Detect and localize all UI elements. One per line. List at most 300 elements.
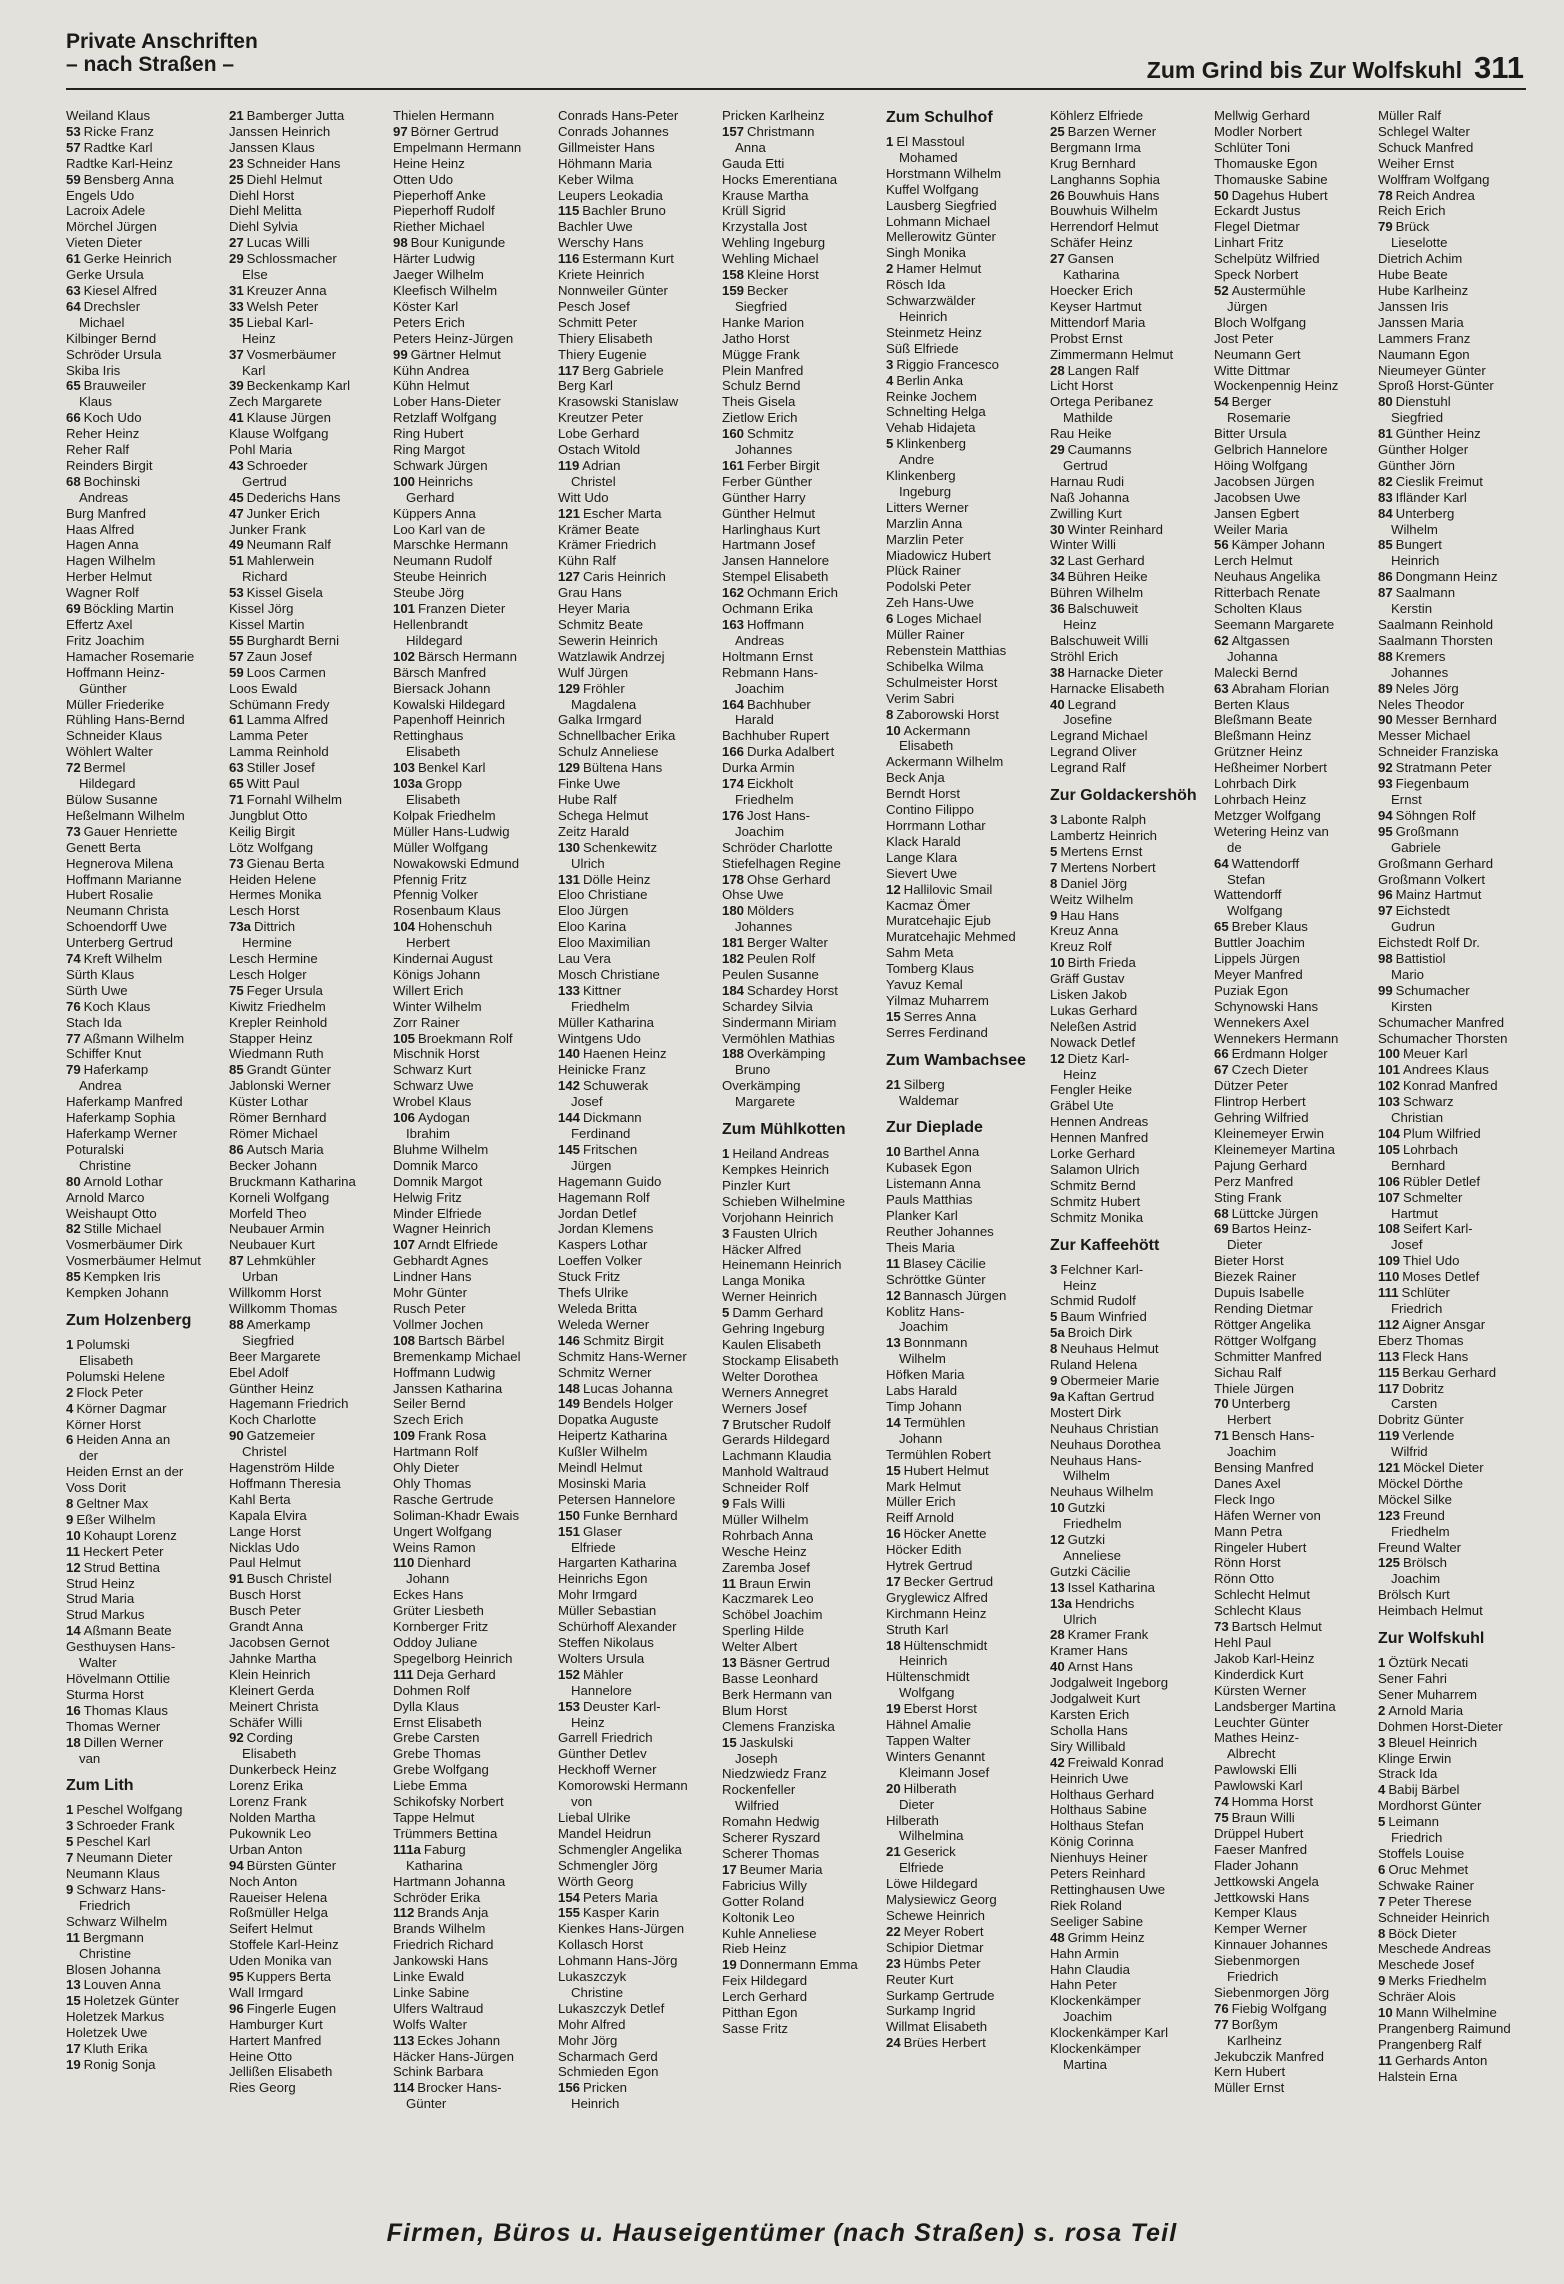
house-number: 9 — [66, 1881, 74, 1897]
resident-entry: 13 Issel Katharina — [1050, 1579, 1155, 1595]
resident-entry: Timp Johann — [886, 1398, 962, 1414]
resident-entry: Dützer Peter — [1214, 1078, 1289, 1094]
resident-entry: Lindner Hans — [393, 1269, 472, 1285]
resident-entry: Rasche Gertrude — [393, 1491, 494, 1507]
house-number: 15 — [886, 1008, 901, 1024]
resident-entry: Grüter Liesbeth — [393, 1603, 484, 1619]
resident-entry: Thefs Ulrike — [558, 1285, 629, 1301]
entry-continuation: Mohamed — [899, 149, 958, 165]
resident-entry: Schäfer Willi — [229, 1714, 303, 1730]
house-number: 142 — [558, 1078, 581, 1094]
resident-entry: Linhart Fritz — [1214, 235, 1284, 251]
resident-entry: 159 Becker — [722, 282, 789, 298]
resident-entry: Brands Wilhelm — [393, 1921, 486, 1937]
house-number: 148 — [558, 1380, 581, 1396]
resident-entry: Mischnik Horst — [393, 1046, 480, 1062]
resident-entry: Mandel Heidrun — [558, 1825, 652, 1841]
resident-entry: Pawlowski Elli — [1214, 1762, 1297, 1778]
resident-entry: Großmann Volkert — [1378, 871, 1486, 887]
resident-entry: Heinicke Franz — [558, 1062, 646, 1078]
resident-entry: 75 Feger Ursula — [229, 982, 323, 998]
resident-entry: 106 Aydogan — [393, 1110, 470, 1126]
house-number: 26 — [1050, 187, 1065, 203]
resident-entry: 63 Kiesel Alfred — [66, 282, 157, 298]
resident-entry: Steinmetz Heinz — [886, 324, 983, 340]
resident-entry: Rettinghausen Uwe — [1050, 1881, 1166, 1897]
house-number: 8 — [66, 1496, 74, 1512]
resident-entry: Winter Wilhelm — [393, 998, 482, 1014]
resident-entry: Kühn Andrea — [393, 362, 470, 378]
resident-entry: Lesch Holger — [229, 966, 307, 982]
entry-continuation: Katharina — [1063, 267, 1120, 283]
resident-entry: Krepler Reinhold — [229, 1014, 328, 1030]
resident-entry: Jacobsen Jürgen — [1214, 473, 1315, 489]
resident-entry: Harnacke Elisabeth — [1050, 680, 1165, 696]
resident-entry: Bärsch Manfred — [393, 664, 487, 680]
resident-entry: Holthaus Stefan — [1050, 1818, 1144, 1834]
resident-entry: Scherer Thomas — [722, 1845, 820, 1861]
house-number: 119 — [558, 457, 580, 473]
entry-continuation: Christel — [571, 473, 616, 489]
house-number: 21 — [229, 108, 244, 123]
resident-entry: Ritterbach Renate — [1214, 585, 1321, 601]
resident-entry: 109 Thiel Udo — [1378, 1253, 1460, 1269]
house-number: 85 — [66, 1269, 81, 1285]
resident-entry: Domnik Margot — [393, 1173, 483, 1189]
resident-entry: Rending Dietmar — [1214, 1300, 1313, 1316]
resident-entry: Schipior Dietmar — [886, 1939, 984, 1955]
entry-continuation: Josefine — [1063, 712, 1113, 728]
resident-entry: Gillmeister Hans — [558, 139, 655, 155]
resident-entry: Hellenbrandt — [393, 617, 468, 632]
house-number: 21 — [886, 1844, 901, 1860]
resident-entry: Legrand Oliver — [1050, 744, 1137, 760]
resident-entry: Pauls Matthias — [886, 1192, 973, 1208]
house-number: 9a — [1050, 1388, 1065, 1404]
resident-entry: 81 Günther Heinz — [1378, 426, 1481, 442]
resident-entry: 67 Czech Dieter — [1214, 1062, 1308, 1078]
house-number: 56 — [1214, 537, 1229, 553]
house-number: 14 — [886, 1414, 901, 1430]
entry-continuation: van — [79, 1750, 101, 1766]
resident-entry: Kilbinger Bernd — [66, 330, 157, 346]
resident-entry: 51 Mahlerwein — [229, 553, 315, 569]
resident-entry: Planker Karl — [886, 1208, 958, 1224]
resident-entry: Ebel Adolf — [229, 1364, 289, 1380]
entry-continuation: Herbert — [406, 935, 450, 951]
entry-continuation: Elisabeth — [406, 791, 461, 807]
resident-entry: Flegel Dietmar — [1214, 219, 1300, 235]
resident-entry: Krause Martha — [722, 187, 809, 203]
house-number: 7 — [1050, 859, 1058, 875]
resident-entry: Rebmann Hans- — [722, 664, 819, 680]
resident-entry: Eckes Hans — [393, 1587, 464, 1603]
entry-continuation: Wilhelmina — [899, 1828, 964, 1844]
resident-entry: Kirchmann Heinz — [886, 1605, 987, 1621]
resident-entry: Hagemann Friedrich — [229, 1396, 349, 1412]
resident-entry: Zorr Rainer — [393, 1014, 460, 1030]
resident-entry: Schwarz Kurt — [393, 1062, 472, 1078]
entry-continuation: Josef — [1391, 1237, 1423, 1253]
house-number: 59 — [66, 171, 81, 187]
house-number: 108 — [393, 1332, 416, 1348]
resident-entry: Stiefelhagen Regine — [722, 855, 841, 871]
resident-entry: Röttger Wolfgang — [1214, 1332, 1317, 1348]
resident-entry: 12 Gutzki — [1050, 1532, 1106, 1548]
resident-entry: 80 Arnold Lothar — [66, 1173, 163, 1189]
resident-entry: 2 Hamer Helmut — [886, 261, 982, 277]
resident-entry: Herber Helmut — [66, 569, 152, 585]
resident-entry: 10 Barthel Anna — [886, 1144, 980, 1160]
resident-entry: 41 Klause Jürgen — [229, 410, 331, 426]
entry-continuation: Joachim — [899, 1319, 949, 1335]
resident-entry: 11 Braun Erwin — [722, 1575, 811, 1591]
house-number: 92 — [229, 1730, 244, 1746]
resident-entry: Hennen Manfred — [1050, 1130, 1149, 1146]
resident-entry: Berten Klaus — [1214, 696, 1290, 712]
resident-entry: 123 Freund — [1378, 1507, 1445, 1523]
resident-entry: 95 Großmann — [1378, 823, 1459, 839]
house-number: 27 — [229, 235, 244, 251]
house-number: 102 — [393, 648, 416, 664]
entry-continuation: Friedhelm — [1391, 1523, 1450, 1539]
column-9 — [1378, 108, 1540, 2085]
resident-entry: Jacobsen Uwe — [1214, 489, 1301, 505]
resident-entry: Nonnweiler Günter — [558, 282, 668, 298]
resident-entry: Lange Klara — [886, 849, 958, 865]
resident-entry: 101 Franzen Dieter — [393, 601, 506, 617]
house-number: 23 — [229, 155, 244, 171]
resident-entry: Höfken Maria — [886, 1367, 965, 1383]
resident-entry: Klockenkämper — [1050, 1993, 1141, 2009]
resident-entry: Licht Horst — [1050, 378, 1114, 394]
house-number: 10 — [886, 1144, 901, 1160]
resident-entry: Pukownik Leo — [229, 1825, 312, 1841]
resident-entry: Jodgalweit Kurt — [1050, 1691, 1141, 1707]
resident-entry: Ohse Uwe — [722, 887, 784, 903]
resident-entry: 8 Geltner Max — [66, 1496, 149, 1512]
resident-entry: 98 Battistiol — [1378, 951, 1446, 967]
resident-entry: 76 Fiebig Wolfgang — [1214, 2000, 1327, 2016]
resident-entry: Rusch Peter — [393, 1300, 466, 1316]
resident-entry: 21 Bamberger Jutta — [229, 108, 345, 123]
resident-entry: Günther Heinz — [229, 1380, 315, 1396]
resident-entry: Hagen Anna — [66, 537, 139, 553]
resident-entry: Sichau Ralf — [1214, 1364, 1282, 1380]
resident-entry: Reuter Kurt — [886, 1971, 954, 1987]
resident-entry: Müller Wilhelm — [722, 1511, 809, 1527]
resident-entry: 14 Termühlen — [886, 1414, 966, 1430]
resident-entry: 6 Heiden Anna an — [66, 1432, 171, 1448]
resident-entry: 5 Mertens Ernst — [1050, 843, 1143, 859]
street-heading: Zum Schulhof — [886, 109, 993, 126]
resident-entry: Ring Hubert — [393, 426, 464, 442]
resident-entry: Vorjohann Heinrich — [722, 1209, 834, 1225]
house-number: 63 — [229, 760, 244, 776]
resident-entry: Reher Ralf — [66, 442, 130, 458]
resident-entry: Thomauske Sabine — [1214, 171, 1328, 187]
resident-entry: 154 Peters Maria — [558, 1889, 658, 1905]
house-number: 10 — [1050, 955, 1065, 971]
house-number: 45 — [229, 489, 244, 505]
resident-entry: Rieb Heinz — [722, 1941, 787, 1957]
house-number: 99 — [393, 346, 408, 362]
resident-entry: Wolfs Walter — [393, 2016, 468, 2032]
house-number: 71 — [229, 791, 244, 807]
resident-entry: Linke Ewald — [393, 1969, 465, 1985]
resident-entry: Pfennig Volker — [393, 887, 479, 903]
house-number: 80 — [66, 1173, 81, 1189]
resident-entry: Korneli Wolfgang — [229, 1189, 330, 1205]
resident-entry: Overkämping — [722, 1078, 801, 1094]
resident-entry: Heipertz Katharina — [558, 1428, 668, 1444]
house-number: 14 — [66, 1623, 81, 1639]
entry-continuation: Hildegard — [79, 776, 136, 792]
resident-entry: Kußler Wilhelm — [558, 1444, 648, 1460]
resident-entry: Leuchter Günter — [1214, 1714, 1310, 1730]
entry-continuation: Waldemar — [899, 1092, 959, 1108]
resident-entry: Gräff Gustav — [1050, 971, 1125, 987]
resident-entry: Perz Manfred — [1214, 1173, 1294, 1189]
resident-entry: 151 Glaser — [558, 1523, 622, 1539]
resident-entry: 74 Homma Horst — [1214, 1794, 1314, 1810]
house-number: 88 — [229, 1316, 244, 1332]
resident-entry: 72 Bermel — [66, 760, 126, 776]
house-number: 178 — [722, 871, 745, 887]
resident-entry: 24 Brües Herbert — [886, 2035, 986, 2051]
resident-entry: Muratcehajic Mehmed — [886, 929, 1016, 945]
house-number: 70 — [1214, 1396, 1229, 1412]
resident-entry: Ring Margot — [393, 442, 465, 458]
resident-entry: 182 Peulen Rolf — [722, 951, 816, 967]
house-number: 13 — [722, 1655, 737, 1671]
house-number: 71 — [1214, 1428, 1229, 1444]
resident-entry: Blosen Johanna — [66, 1961, 161, 1977]
resident-entry: Siebenmorgen Jörg — [1214, 1984, 1330, 2000]
resident-entry: Nowakowski Edmund — [393, 855, 520, 871]
entry-continuation: Heinz — [242, 330, 276, 346]
resident-entry: Neles Theodor — [1378, 696, 1465, 712]
resident-entry: Soliman-Khadr Ewais — [393, 1507, 520, 1523]
footer-note: Firmen, Büros u. Hauseigentümer (nach Straßen) s. rosa Teil — [386, 2219, 1178, 2247]
house-number: 30 — [1050, 521, 1065, 537]
entry-continuation: Johannes — [1391, 664, 1449, 680]
house-number: 152 — [558, 1666, 581, 1682]
resident-entry: Faeser Manfred — [1214, 1841, 1308, 1857]
house-number: 94 — [1378, 807, 1393, 823]
resident-entry: 17 Kluth Erika — [66, 2041, 148, 2057]
resident-entry: Janssen Iris — [1378, 298, 1449, 314]
house-number: 72 — [66, 760, 81, 776]
resident-entry: 110 Moses Detlef — [1378, 1269, 1480, 1285]
house-number: 1 — [886, 134, 894, 149]
resident-entry: Pricken Karlheinz — [722, 108, 825, 123]
house-number: 115 — [558, 203, 580, 219]
resident-entry: 15 Hubert Helmut — [886, 1462, 989, 1478]
resident-entry: 40 Legrand — [1050, 696, 1117, 712]
resident-entry: 6 Oruc Mehmet — [1378, 1861, 1469, 1877]
resident-entry: 16 Höcker Anette — [886, 1526, 987, 1542]
resident-entry: 176 Jost Hans- — [722, 807, 811, 823]
resident-entry: Berg Karl — [558, 378, 613, 394]
resident-entry: 96 Mainz Hartmut — [1378, 887, 1482, 903]
entry-continuation: Friedrich — [1391, 1830, 1443, 1846]
column-7 — [1050, 108, 1212, 2073]
resident-entry: Diehl Melitta — [229, 203, 302, 219]
resident-entry: 1 El Masstoul — [886, 134, 965, 149]
resident-entry: Neumann Rudolf — [393, 553, 492, 569]
house-number: 68 — [1214, 1205, 1229, 1221]
house-number: 110 — [393, 1555, 415, 1571]
resident-entry: 77 Borßym — [1214, 2016, 1278, 2032]
resident-entry: Küster Lothar — [229, 1094, 309, 1110]
house-number: 55 — [229, 632, 244, 648]
house-number: 52 — [1214, 282, 1229, 298]
resident-entry: Wrobel Klaus — [393, 1094, 472, 1110]
resident-entry: Jodgalweit Ingeborg — [1050, 1675, 1169, 1691]
resident-entry: Neuhaus Angelika — [1214, 569, 1321, 585]
house-number: 112 — [1378, 1316, 1400, 1332]
resident-entry: Schlecht Klaus — [1214, 1603, 1302, 1619]
resident-entry: 144 Dickmann — [558, 1110, 642, 1126]
house-number: 40 — [1050, 1659, 1065, 1675]
resident-entry: Jettkowski Hans — [1214, 1889, 1310, 1905]
resident-entry: Kinderdick Kurt — [1214, 1666, 1304, 1682]
entry-continuation: Heinrich — [571, 2096, 620, 2112]
house-number: 61 — [66, 251, 81, 267]
house-number: 18 — [66, 1734, 81, 1750]
resident-entry: Vosmerbäumer Helmut — [66, 1253, 201, 1269]
resident-entry: 115 Bachler Bruno — [558, 203, 666, 219]
resident-entry: 79 Haferkamp — [66, 1062, 149, 1078]
resident-entry: 5 Baum Winfried — [1050, 1309, 1147, 1325]
house-number: 97 — [393, 123, 408, 139]
resident-entry: Reuther Johannes — [886, 1224, 994, 1239]
resident-entry: Podolski Peter — [886, 579, 972, 595]
resident-entry: Conrads Johannes — [558, 123, 669, 139]
house-number: 12 — [66, 1559, 81, 1575]
resident-entry: Krüll Sigrid — [722, 203, 786, 219]
resident-entry: 19 Donnermann Emma — [722, 1957, 858, 1973]
resident-entry: 76 Koch Klaus — [66, 998, 151, 1014]
resident-entry: Pawlowski Karl — [1214, 1778, 1303, 1794]
house-number: 73 — [1214, 1619, 1229, 1635]
resident-entry: Pitthan Egon — [722, 2005, 798, 2021]
resident-entry: 98 Bour Kunigunde — [393, 235, 506, 251]
resident-entry: Haferkamp Sophia — [66, 1110, 176, 1126]
resident-entry: Loeffen Volker — [558, 1253, 643, 1269]
resident-entry: Saalmann Reinhold — [1378, 617, 1494, 632]
house-number: 23 — [886, 1955, 901, 1971]
resident-entry: Puziak Egon — [1214, 982, 1289, 998]
resident-entry: Dobritz Günter — [1378, 1412, 1464, 1428]
resident-entry: 129 Fröhler — [558, 680, 625, 696]
resident-entry: Zimmermann Helmut — [1050, 346, 1174, 362]
resident-entry: Ruland Helena — [1050, 1357, 1138, 1373]
resident-entry: Schmitz Werner — [558, 1364, 652, 1380]
resident-entry: Reinke Jochem — [886, 388, 977, 404]
entry-continuation: Klaus — [79, 394, 112, 410]
resident-entry: Schoendorff Uwe — [66, 919, 167, 935]
resident-entry: 87 Saalmann — [1378, 585, 1456, 601]
resident-entry: Finke Uwe — [558, 776, 621, 792]
resident-entry: 9a Kaftan Gertrud — [1050, 1388, 1155, 1404]
house-number: 17 — [722, 1861, 737, 1877]
house-number: 66 — [66, 410, 81, 426]
resident-entry: 43 Schroeder — [229, 457, 308, 473]
resident-entry: Vollmer Jochen — [393, 1316, 484, 1332]
resident-entry: Hagenström Hilde — [229, 1460, 335, 1476]
resident-entry: 8 Zaborowski Horst — [886, 706, 999, 722]
resident-entry: Werners Annegret — [722, 1384, 829, 1400]
house-number: 73 — [66, 823, 81, 839]
entry-continuation: Herbert — [1227, 1412, 1271, 1428]
resident-entry: Wesche Heinz — [722, 1543, 807, 1559]
resident-entry: Kollasch Horst — [558, 1937, 644, 1953]
resident-entry: Müller Ralf — [1378, 108, 1442, 123]
resident-entry: Unterberg Gertrud — [66, 935, 174, 951]
resident-entry: 87 Lehmkühler — [229, 1253, 316, 1269]
resident-entry: Schneider Rolf — [722, 1480, 809, 1496]
entry-continuation: Wilhelm — [1063, 1468, 1110, 1484]
resident-entry: 108 Seifert Karl- — [1378, 1221, 1473, 1237]
resident-entry: Römer Michael — [229, 1126, 318, 1141]
resident-entry: 150 Funke Bernhard — [558, 1507, 678, 1523]
resident-entry: 117 Berg Gabriele — [558, 362, 664, 378]
resident-entry: 27 Lucas Willi — [229, 235, 310, 251]
resident-entry: Kleinert Gerda — [229, 1682, 315, 1698]
resident-entry: Hube Karlheinz — [1378, 282, 1469, 298]
resident-entry: 22 Meyer Robert — [886, 1923, 984, 1939]
resident-entry: 178 Ohse Gerhard — [722, 871, 831, 887]
resident-entry: Winters Genannt — [886, 1748, 985, 1764]
resident-entry: Weleda Werner — [558, 1316, 650, 1332]
resident-entry: 111a Faburg — [393, 1841, 466, 1857]
resident-entry: Großmann Gerhard — [1378, 855, 1494, 871]
resident-entry: Prangenberg Ralf — [1378, 2036, 1482, 2052]
resident-entry: 131 Dölle Heinz — [558, 871, 651, 887]
resident-entry: Pajung Gerhard — [1214, 1157, 1308, 1173]
resident-entry: Zwilling Kurt — [1050, 505, 1122, 521]
resident-entry: 3 Fausten Ulrich — [722, 1225, 818, 1241]
resident-entry: 29 Schlossmacher — [229, 251, 337, 267]
house-number: 89 — [1378, 680, 1393, 696]
resident-entry: Mark Helmut — [886, 1478, 961, 1494]
entry-continuation: Johannes — [735, 919, 793, 935]
house-number: 101 — [393, 601, 416, 617]
resident-entry: Lambertz Heinrich — [1050, 827, 1158, 843]
house-number: 100 — [1378, 1046, 1401, 1062]
house-number: 3 — [886, 356, 894, 372]
street-heading: Zur Goldackershöh — [1050, 787, 1197, 805]
resident-entry: Plein Manfred — [722, 362, 804, 378]
resident-entry: Stoffels Louise — [1378, 1845, 1465, 1861]
resident-entry: Schmitz Bernd — [1050, 1177, 1136, 1193]
resident-entry: Urban Anton — [229, 1841, 303, 1857]
resident-entry: 13a Hendrichs — [1050, 1595, 1135, 1611]
resident-entry: Heßheimer Norbert — [1214, 760, 1327, 776]
house-number: 68 — [66, 473, 81, 489]
house-number: 113 — [393, 2032, 415, 2048]
resident-entry: Thielen Hermann — [393, 108, 495, 123]
resident-entry: Lau Vera — [558, 951, 611, 967]
entry-continuation: Rosemarie — [1227, 410, 1291, 426]
resident-entry: Arnold Marco — [66, 1189, 145, 1205]
resident-entry: 62 Altgassen — [1214, 632, 1290, 648]
house-number: 3 — [1378, 1734, 1386, 1750]
resident-entry: Rönn Otto — [1214, 1571, 1275, 1587]
resident-entry: Basse Leonhard — [722, 1671, 819, 1686]
